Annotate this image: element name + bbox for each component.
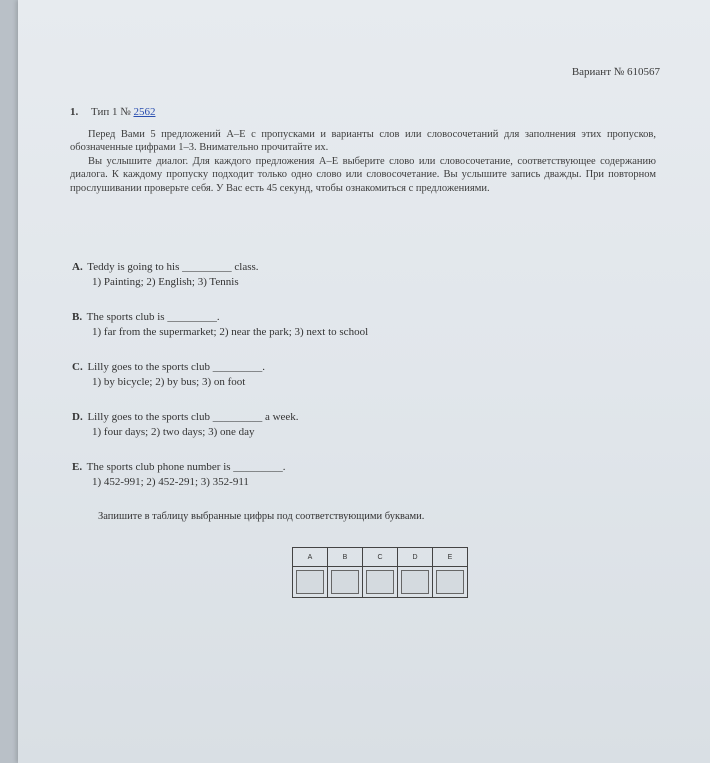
question-options: 1) four days; 2) two days; 3) one day [92,426,255,438]
question-text: The sports club phone number is _________. [86,461,286,473]
question-letter: C. [72,361,83,373]
task-block [70,106,656,195]
question-text: The sports club is _________. [86,311,220,323]
answer-header-a: A [293,548,328,567]
question-e [72,460,286,490]
answer-instruction: Запишите в таблицу выбранные цифры под соответствующими буквами. [98,511,425,522]
question-letter: D. [72,411,83,423]
task-number: 1. [70,106,79,118]
answer-cell-c[interactable] [363,567,398,598]
variant-number: Вариант № 610567 [571,66,660,78]
answer-cell-b[interactable] [328,567,363,598]
task-header [70,106,656,120]
answer-header-e: E [433,548,468,567]
answer-box[interactable] [401,570,429,594]
answer-box[interactable] [436,570,464,594]
answer-cell-e[interactable] [433,567,468,598]
task-type-link[interactable]: 2562 [133,106,156,118]
answer-header-d: D [398,548,433,567]
task-instructions-paragraph: Вы услышите диалог. Для каждого предложения А–Е выберите слово или словосочетание, соответствующее содержанию диалога. К каждому пропуску подходит только одно слово или словосочетание. Вы услышите запись дважды. При повторном прослушивании проверьте себя. У Вас есть 45 секунд, чтобы ознакомиться с предложениями. [70,155,656,194]
question-text: Lilly goes to the sports club _________. [87,361,265,373]
answer-table [292,547,468,598]
answer-box[interactable] [331,570,359,594]
task-type-label: Тип 1 № [91,106,131,118]
question-text: Lilly goes to the sports club _________ a week. [87,411,299,423]
question-letter: A. [72,261,83,273]
answer-header-b: B [328,548,363,567]
answer-box[interactable] [296,570,324,594]
answer-cell-a[interactable] [293,567,328,598]
answer-box[interactable] [366,570,394,594]
worksheet-page [18,0,710,763]
question-letter: E. [72,461,83,473]
question-options: 1) Painting; 2) English; 3) Tennis [92,276,239,288]
question-text: Teddy is going to his _________ class. [87,261,259,273]
answer-header-c: C [363,548,398,567]
answer-table-header-row [293,548,468,567]
question-c [72,360,265,390]
question-options: 1) by bicycle; 2) by bus; 3) on foot [92,376,246,388]
question-letter: B. [72,311,83,323]
question-b [72,310,368,340]
question-options: 1) far from the supermarket; 2) near the park; 3) next to school [92,326,369,338]
task-intro-paragraph: Перед Вами 5 предложений А–Е с пропусками и варианты слов или словосочетаний для заполнения этих пропусков, обозначенные цифрами 1–3. Внимательно прочитайте их. [70,128,656,153]
question-a [72,260,259,290]
answer-table-input-row [293,567,468,598]
answer-cell-d[interactable] [398,567,433,598]
question-options: 1) 452-991; 2) 452-291; 3) 352-911 [92,476,249,488]
question-d [72,410,299,440]
